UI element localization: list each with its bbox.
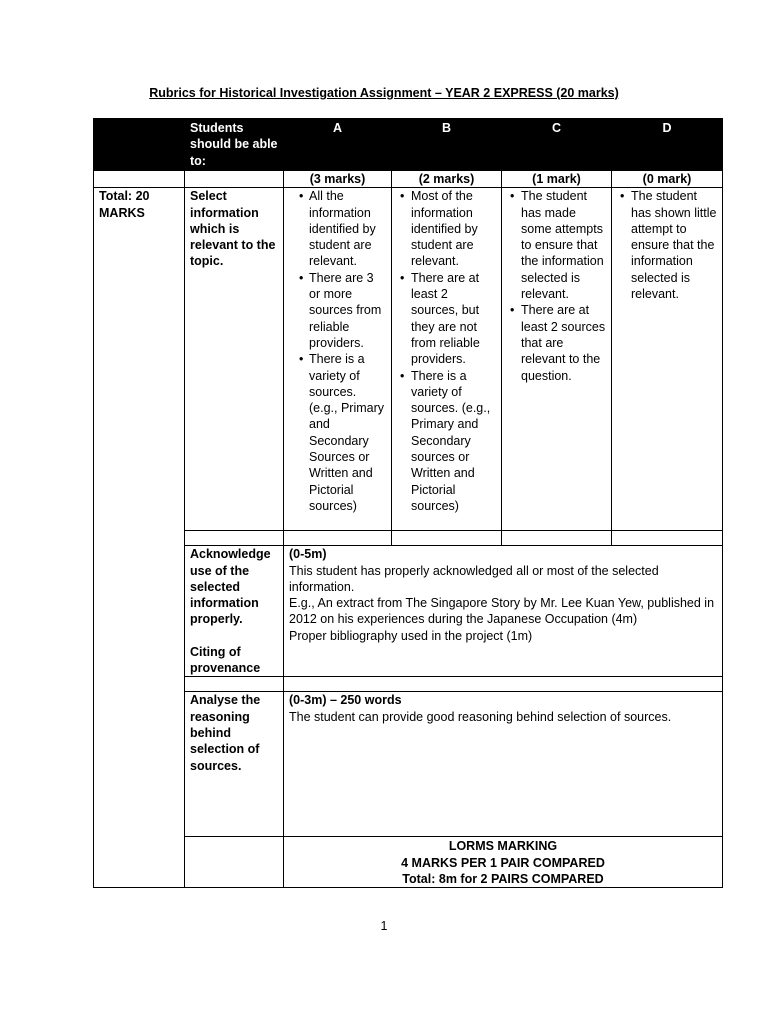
header-students-label: Students should be able to: xyxy=(185,119,284,171)
lorms-line: 4 MARKS PER 1 PAIR COMPARED xyxy=(401,855,605,870)
header-blank-cell xyxy=(94,119,185,171)
header-level-b: B xyxy=(392,119,502,171)
header-level-a: A xyxy=(284,119,392,171)
lorms-blank-cell xyxy=(185,837,284,888)
table-header-row xyxy=(94,119,723,171)
lorms-line: Total: 8m for 2 PAIRS COMPARED xyxy=(402,871,604,886)
criterion3-label: Analyse the reasoning behind selection of sources. xyxy=(185,692,284,837)
criterion2-sublabel: Citing of provenance xyxy=(190,644,261,676)
criterion1-level-a xyxy=(284,188,392,531)
criterion2-line: This student has properly acknowledged all or most of the selected information. xyxy=(289,563,659,594)
criterion1-c-item: • The student has made some attempts to ensure that the information selected is relevant. xyxy=(521,188,606,302)
criterion3-row xyxy=(94,692,723,837)
criterion3-line: The student can provide good reasoning behind selection of sources. xyxy=(289,709,672,724)
header-level-c: C xyxy=(502,119,612,171)
spacer-row xyxy=(94,677,723,692)
marks-a: (3 marks) xyxy=(284,171,392,188)
criterion1-b-item: • Most of the information identified by student are relevant. xyxy=(411,188,496,269)
criterion1-a-item: • There is a variety of sources. (e.g., Primary and Secondary Sources or Written and Pictorial sources) xyxy=(309,351,386,514)
spacer-cell xyxy=(284,677,723,692)
total-marks-label: Total: 20 MARKS xyxy=(94,188,185,888)
lorms-line: LORMS MARKING xyxy=(448,839,558,854)
marks-row xyxy=(94,171,723,188)
criterion1-label: Select information which is relevant to the topic. xyxy=(185,188,284,531)
document-title: Rubrics for Historical Investigation Assignment – YEAR 2 EXPRESS (20 marks) xyxy=(149,86,619,100)
lorms-description xyxy=(284,837,723,888)
spacer-cell xyxy=(185,531,284,546)
criterion2-marks: (0-5m) xyxy=(289,547,327,562)
marks-b: (2 marks) xyxy=(392,171,502,188)
lorms-row xyxy=(94,837,723,888)
criterion2-description xyxy=(284,546,723,677)
criterion1-d-item: • The student has shown little attempt to ensure that the information selected is relevant. xyxy=(631,188,717,302)
criterion3-marks: (0-3m) – 250 words xyxy=(289,693,402,708)
criterion1-b-item: • There are at least 2 sources, but they are not from reliable providers. xyxy=(411,270,496,368)
criterion1-level-d xyxy=(612,188,723,531)
marks-blank-cell-2 xyxy=(185,171,284,188)
spacer-cell xyxy=(392,531,502,546)
criterion2-line: E.g., An extract from The Singapore Story by Mr. Lee Kuan Yew, published in 2012 on his experiences during the Japanese Occupation (4m) xyxy=(289,596,715,627)
criterion2-label: Acknowledge use of the selected information properly. xyxy=(190,547,271,627)
header-level-d: D xyxy=(612,119,723,171)
criterion3-description xyxy=(284,692,723,837)
spacer-cell xyxy=(284,531,392,546)
marks-d: (0 mark) xyxy=(612,171,723,188)
spacer-cell xyxy=(612,531,723,546)
spacer-cell xyxy=(502,531,612,546)
criterion1-b-item: • There is a variety of sources. (e.g., Primary and Secondary sources or Written and Pictorial sources) xyxy=(411,368,496,515)
criterion1-level-c xyxy=(502,188,612,531)
criterion1-a-item: • All the information identified by student are relevant. xyxy=(309,188,386,269)
spacer-cell xyxy=(185,677,284,692)
criterion1-a-item: • There are 3 or more sources from reliable providers. xyxy=(309,270,386,351)
spacer-row xyxy=(94,531,723,546)
criterion1-c-item: • There are at least 2 sources that are relevant to the question. xyxy=(521,302,606,383)
criterion1-level-b xyxy=(392,188,502,531)
marks-c: (1 mark) xyxy=(502,171,612,188)
criterion2-row xyxy=(94,546,723,677)
criterion2-label-cell xyxy=(185,546,284,677)
criterion1-row xyxy=(94,188,723,531)
page-number: 1 xyxy=(380,919,388,933)
marks-blank-cell xyxy=(94,171,185,188)
criterion2-line: Proper bibliography used in the project (1m) xyxy=(289,628,533,643)
rubric-table xyxy=(93,118,723,888)
